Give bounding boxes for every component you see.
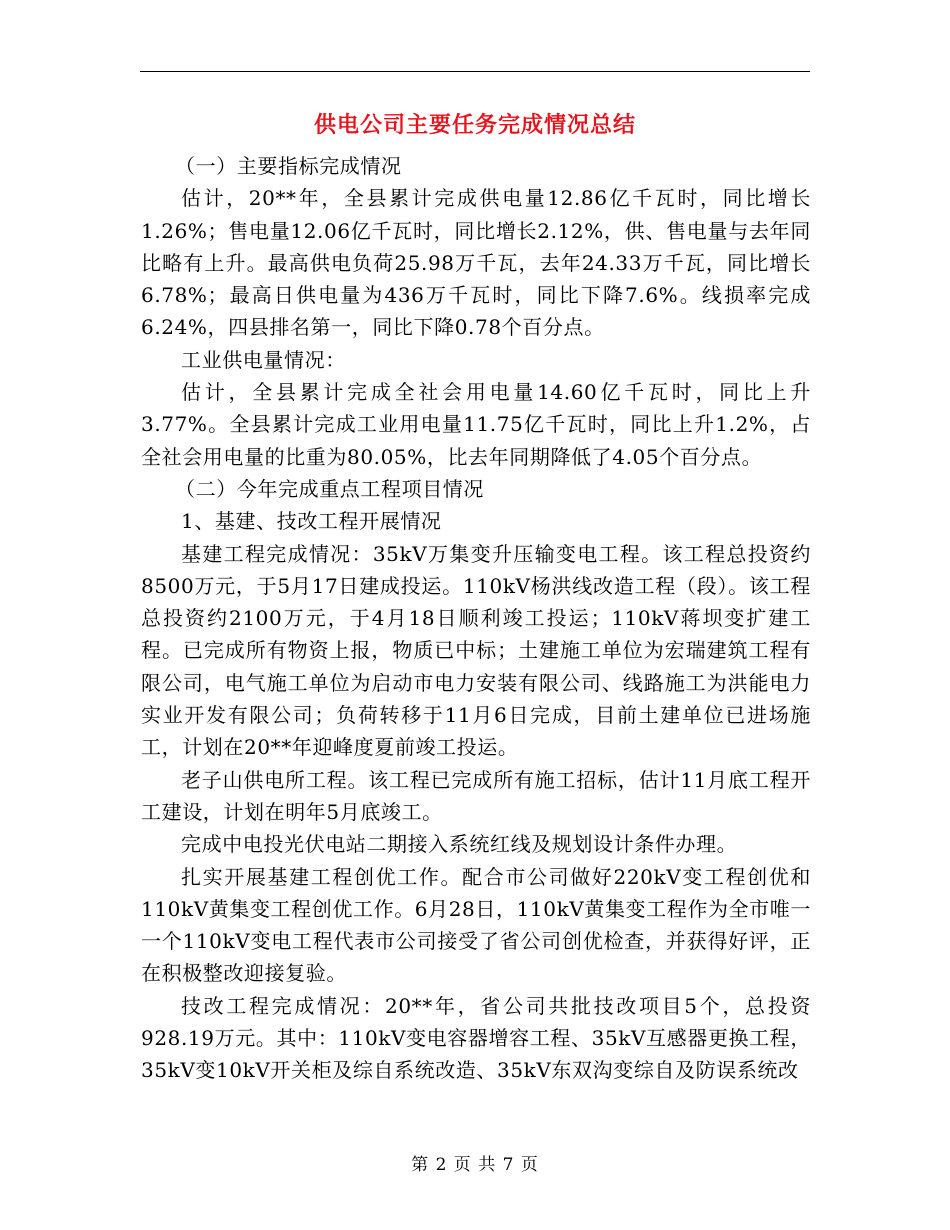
- section-heading-key-projects: （二）今年完成重点工程项目情况: [175, 476, 484, 501]
- paragraph-technical-renovation: 技改工程完成情况：20**年，省公司共批技改项目5个，总投资928.19万元。其中：110kV变电容器增容工程、35kV互感器更换工程，35kV变10kV开关柜及综自系统改造、35kV东双沟变综自及防误系统改: [141, 993, 811, 1083]
- paragraph-power-supply-summary: 估计，20**年，全县累计完成供电量12.86亿千瓦时，同比增长1.26%；售电量12.06亿千瓦时，同比增长2.12%，供、售电量与去年同比略有上升。最高供电负荷25.98万千瓦，去年24.33万千瓦，同比增长6.78%；最高日供电量为436万千瓦时，同比下降7.6%。线损率完成6.24%，四县排名第一，同比下降0.78个百分点。: [141, 186, 811, 340]
- paragraph-industrial-supply-label: 工业供电量情况：: [181, 347, 346, 372]
- document-body: [141, 150, 811, 1087]
- section-heading-main-indicators: （一）主要指标完成情况: [175, 154, 402, 178]
- header-rule: [140, 71, 810, 72]
- paragraph-laozishan-project: 老子山供电所工程。该工程已完成所有施工招标，估计11月底工程开工建设，计划在明年5月底竣工。: [141, 767, 811, 824]
- page-footer: [0, 1153, 950, 1177]
- paragraph-quality-award-work: 扎实开展基建工程创优工作。配合市公司做好220kV变工程创优和110kV黄集变工程创优工作。6月28日，110kV黄集变工程作为全市唯一一个110kV变电工程代表市公司接受了省公司创优检查，并获得好评，正在积极整改迎接复验。: [141, 864, 811, 986]
- document-title: 供电公司主要任务完成情况总结: [313, 112, 636, 138]
- subheading-infrastructure: 1、基建、技改工程开展情况: [181, 509, 442, 534]
- paragraph-industrial-supply-detail: 估计，全县累计完成全社会用电量14.60亿千瓦时，同比上升3.77%。全县累计完成工业用电量11.75亿千瓦时，同比上升1.2%，占全社会用电量的比重为80.05%，比去年同期降低了4.05个百分点。: [141, 380, 811, 469]
- paragraph-infrastructure-completion: 基建工程完成情况：35kV万集变升压输变电工程。该工程总投资约8500万元，于5月17日建成投运。110kV杨洪线改造工程（段）。该工程总投资约2100万元，于4月18日顺利竣工投运；110kV蒋坝变扩建工程。已完成所有物资上报，物质已中标；土建施工单位为宏瑞建筑工程有限公司，电气施工单位为启动市电力安装有限公司、线路施工为洪能电力实业开发有限公司；负荷转移于11月6日完成，目前土建单位已进场施工，计划在20**年迎峰度夏前竣工投运。: [141, 541, 811, 760]
- page-number: 第 2 页 共 7 页: [411, 1155, 539, 1175]
- paragraph-photovoltaic-project: 完成中电投光伏电站二期接入系统红线及规划设计条件办理。: [181, 832, 738, 857]
